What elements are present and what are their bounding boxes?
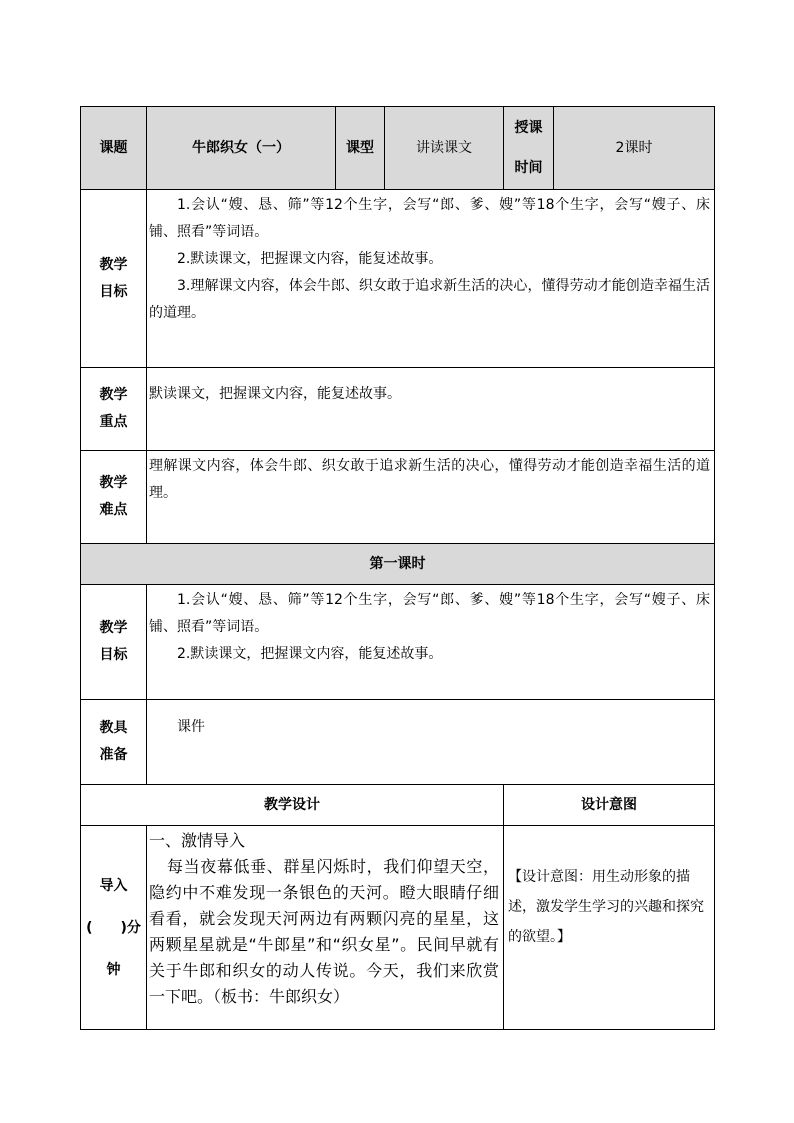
lesson1-objectives-label xyxy=(81,585,147,700)
intro-label xyxy=(81,826,147,1030)
time-value: 2课时 xyxy=(554,107,715,190)
intro-text: 每当夜幕低垂、群星闪烁时，我们仰望天空，隐约中不难发现一条银色的天河。瞪大眼睛仔细看看，就会发现天河两边有两颗闪亮的星星，这两颗星星就是“牛郎星”和“织女星”。民间早就有关于牛郎和织女的动人传说。今天，我们来欣赏一下吧。（板书：牛郎织女） xyxy=(149,857,499,1006)
difficulties-text: 理解课文内容，体会牛郎、织女敢于追求新生活的决心，懂得劳动才能创造幸福生活的道理。 xyxy=(149,458,710,501)
header-row xyxy=(81,107,715,190)
objective-item: 1.会认“嫂、恳、筛”等12个生字，会写“郎、爹、嫂”等18个生字，会写“嫂子、床铺、照看”等词语。 xyxy=(149,197,710,240)
design-header-row xyxy=(81,785,715,826)
intent-content xyxy=(504,826,715,1030)
lesson1-objectives-content xyxy=(147,585,715,700)
objectives-row xyxy=(81,190,715,368)
objective-item: 3.理解课文内容，体会牛郎、织女敢于追求新生活的决心，懂得劳动才能创造幸福生活的道理。 xyxy=(149,278,710,321)
intro-heading: 一、激情导入 xyxy=(149,831,246,850)
objective-item: 2.默读课文，把握课文内容，能复述故事。 xyxy=(177,251,443,267)
intent-header: 设计意图 xyxy=(504,785,715,826)
lesson1-title-row xyxy=(81,544,715,585)
topic-label: 课题 xyxy=(81,107,147,190)
intro-label-line2: ( )分 xyxy=(86,919,141,936)
objectives-label xyxy=(81,190,147,368)
type-label: 课型 xyxy=(336,107,385,190)
type-value: 讲读课文 xyxy=(385,107,504,190)
objectives-content xyxy=(147,190,715,368)
key-points-row xyxy=(81,368,715,451)
tools-label xyxy=(81,700,147,785)
tools-row xyxy=(81,700,715,785)
lesson1-title: 第一课时 xyxy=(81,544,715,585)
lesson-plan-table xyxy=(80,106,715,1030)
intro-label-line1: 导入 xyxy=(99,877,128,894)
lesson1-objectives-label-line2: 目标 xyxy=(99,647,128,663)
tools-content xyxy=(147,700,715,785)
difficulties-content xyxy=(147,451,715,544)
intro-row xyxy=(81,826,715,1030)
key-points-label xyxy=(81,368,147,451)
key-points-label-line2: 重点 xyxy=(99,414,128,430)
lesson1-objective-item: 2.默读课文，把握课文内容，能复述故事。 xyxy=(177,646,443,662)
tools-value: 课件 xyxy=(177,719,205,735)
difficulties-label xyxy=(81,451,147,544)
lesson1-objectives-label-line1: 教学 xyxy=(99,620,128,636)
lesson1-objective-item: 1.会认“嫂、恳、筛”等12个生字，会写“郎、爹、嫂”等18个生字，会写“嫂子、床铺、照看”等词语。 xyxy=(149,592,710,635)
lesson1-objectives-row xyxy=(81,585,715,700)
key-points-content xyxy=(147,368,715,451)
time-label xyxy=(504,107,554,190)
objectives-label-line1: 教学 xyxy=(99,256,128,273)
difficulties-row xyxy=(81,451,715,544)
difficulties-label-line2: 难点 xyxy=(99,502,128,518)
difficulties-label-line1: 教学 xyxy=(99,475,128,491)
time-label-line2: 时间 xyxy=(514,160,543,176)
tools-label-line1: 教具 xyxy=(99,720,128,736)
intro-label-line3: 钟 xyxy=(106,961,121,978)
tools-label-line2: 准备 xyxy=(99,747,128,763)
intro-content xyxy=(147,826,504,1030)
time-label-line1: 授课 xyxy=(514,120,543,136)
objectives-label-line2: 目标 xyxy=(99,283,128,300)
design-header: 教学设计 xyxy=(81,785,504,826)
topic-value: 牛郎织女（一） xyxy=(147,107,336,190)
intent-text: 【设计意图：用生动形象的描述，激发学生学习的兴趣和探究的欲望。】 xyxy=(508,869,704,945)
key-points-label-line1: 教学 xyxy=(99,387,128,403)
key-points-text: 默读课文，把握课文内容，能复述故事。 xyxy=(149,386,401,402)
